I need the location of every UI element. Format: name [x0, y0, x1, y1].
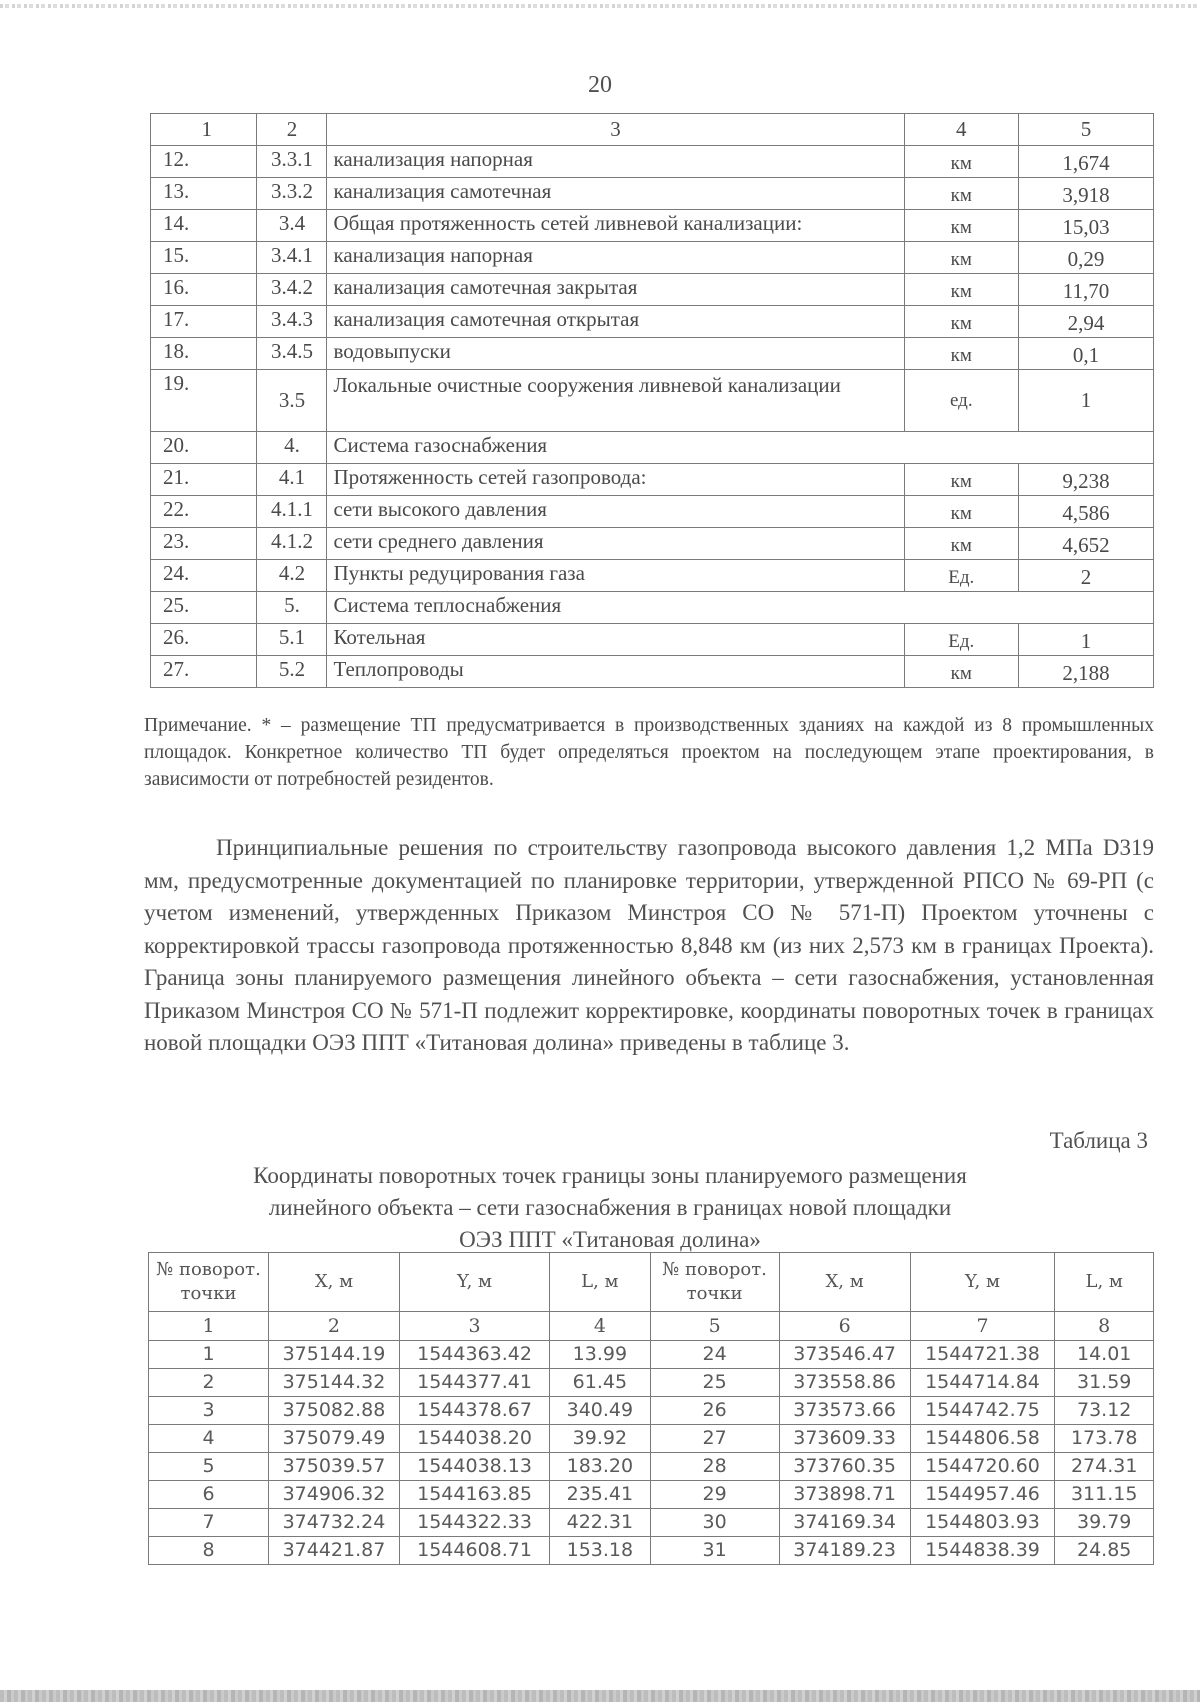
x-coordinate: 373558.86: [779, 1369, 910, 1397]
item-name: сети среднего давления: [327, 528, 904, 560]
table-row: [149, 1453, 1154, 1481]
row-number: 13.: [151, 178, 257, 210]
segment-length: 39.79: [1055, 1509, 1154, 1537]
item-code: 3.3.1: [257, 146, 327, 178]
item-code: 3.4.1: [257, 242, 327, 274]
value: 2,188: [1019, 656, 1154, 688]
segment-length: 274.31: [1055, 1453, 1154, 1481]
item-code: 4.: [257, 432, 327, 464]
point-number: 29: [650, 1481, 779, 1509]
point-number: 6: [149, 1481, 269, 1509]
y-coordinate: 1544608.71: [399, 1537, 549, 1565]
unit: Ед.: [904, 560, 1019, 592]
table-row: [151, 624, 1154, 656]
value: 3,918: [1019, 178, 1154, 210]
value: 11,70: [1019, 274, 1154, 306]
unit: км: [904, 338, 1019, 370]
segment-length: 61.45: [550, 1369, 650, 1397]
row-number: 17.: [151, 306, 257, 338]
row-number: 18.: [151, 338, 257, 370]
value: 2,94: [1019, 306, 1154, 338]
table-title-line: линейного объекта – сети газоснабжения в границах новой площадки: [268, 1195, 952, 1220]
item-code: 3.5: [257, 370, 327, 432]
column-number: 4: [904, 114, 1019, 146]
point-number: 24: [650, 1341, 779, 1369]
column-number: 1: [149, 1312, 269, 1341]
item-name: Теплопроводы: [327, 656, 904, 688]
x-coordinate: 375039.57: [268, 1453, 399, 1481]
segment-length: 153.18: [550, 1537, 650, 1565]
row-number: 20.: [151, 432, 257, 464]
segment-length: 13.99: [550, 1341, 650, 1369]
value: 15,03: [1019, 210, 1154, 242]
point-number: 7: [149, 1509, 269, 1537]
item-name: Локальные очистные сооружения ливневой канализации: [327, 370, 904, 432]
table-title-line: ОЭЗ ППТ «Титановая долина»: [459, 1227, 761, 1252]
y-coordinate: 1544377.41: [399, 1369, 549, 1397]
table-title: [170, 1160, 1050, 1256]
item-code: 4.1: [257, 464, 327, 496]
row-number: 27.: [151, 656, 257, 688]
point-number: 8: [149, 1537, 269, 1565]
unit: км: [904, 528, 1019, 560]
item-name: канализация самотечная закрытая: [327, 274, 904, 306]
y-coordinate: 1544806.58: [910, 1425, 1055, 1453]
y-coordinate: 1544838.39: [910, 1537, 1055, 1565]
x-coordinate: 373546.47: [779, 1341, 910, 1369]
segment-length: 14.01: [1055, 1341, 1154, 1369]
scan-edge-bottom: [0, 1690, 1200, 1702]
unit: км: [904, 496, 1019, 528]
row-number: 24.: [151, 560, 257, 592]
row-number: 12.: [151, 146, 257, 178]
column-number: 1: [151, 114, 257, 146]
item-code: 3.4: [257, 210, 327, 242]
y-coordinate: 1544957.46: [910, 1481, 1055, 1509]
segment-length: 183.20: [550, 1453, 650, 1481]
item-code: 4.1.1: [257, 496, 327, 528]
table-row: [151, 432, 1154, 464]
table-label: Таблица 3: [1049, 1128, 1148, 1153]
table-header-row: [151, 114, 1154, 146]
unit: км: [904, 274, 1019, 306]
table-row: [149, 1397, 1154, 1425]
y-coordinate: 1544322.33: [399, 1509, 549, 1537]
column-header: L, м: [1055, 1253, 1154, 1312]
y-coordinate: 1544363.42: [399, 1341, 549, 1369]
item-name: канализация напорная: [327, 146, 904, 178]
table-row: [149, 1425, 1154, 1453]
segment-length: 340.49: [550, 1397, 650, 1425]
item-name: канализация самотечная: [327, 178, 904, 210]
column-header: № поворот. точки: [149, 1253, 269, 1312]
table-row: [151, 146, 1154, 178]
table-row: [149, 1509, 1154, 1537]
point-number: 31: [650, 1537, 779, 1565]
table-row: [149, 1341, 1154, 1369]
column-number: 5: [650, 1312, 779, 1341]
column-header: X, м: [268, 1253, 399, 1312]
unit: км: [904, 210, 1019, 242]
column-number: 3: [327, 114, 904, 146]
value: 9,238: [1019, 464, 1154, 496]
unit: км: [904, 146, 1019, 178]
table-row: [151, 370, 1154, 432]
table-row: [151, 178, 1154, 210]
unit: км: [904, 242, 1019, 274]
x-coordinate: 374421.87: [268, 1537, 399, 1565]
point-number: 27: [650, 1425, 779, 1453]
table-row: [151, 338, 1154, 370]
segment-length: 422.31: [550, 1509, 650, 1537]
point-number: 3: [149, 1397, 269, 1425]
table-row: [149, 1481, 1154, 1509]
x-coordinate: 373573.66: [779, 1397, 910, 1425]
column-number: 2: [268, 1312, 399, 1341]
column-number: 8: [1055, 1312, 1154, 1341]
y-coordinate: 1544803.93: [910, 1509, 1055, 1537]
item-name: канализация напорная: [327, 242, 904, 274]
row-number: 26.: [151, 624, 257, 656]
y-coordinate: 1544714.84: [910, 1369, 1055, 1397]
item-code: 3.4.2: [257, 274, 327, 306]
table-note: Примечание. * – размещение ТП предусматривается в производственных зданиях на каждой из 8 промышленных площадок. Конкретное количество ТП будет определяться проектом на последующем этапе проектирования, в зависимости от потребностей резидентов.: [144, 715, 1154, 790]
x-coordinate: 373898.71: [779, 1481, 910, 1509]
segment-length: 311.15: [1055, 1481, 1154, 1509]
unit: км: [904, 178, 1019, 210]
segment-length: 24.85: [1055, 1537, 1154, 1565]
page-number: 20: [588, 72, 612, 98]
y-coordinate: 1544038.20: [399, 1425, 549, 1453]
item-name: Система газоснабжения: [327, 432, 1154, 464]
item-name: Котельная: [327, 624, 904, 656]
body-paragraph: Принципиальные решения по строительству газопровода высокого давления 1,2 МПа D319 мм, предусмотренные документацией по планировке территории, утвержденной РПСО № 69-РП (с учетом изменений, утвержденных Приказом Минстроя СО № 571-П) Проектом уточнены с корректировкой трассы газопровода протяженностью 8,848 км (из них 2,573 км в границах Проекта). Граница зоны планируемого размещения линейного объекта – сети газоснабжения, установленная Приказом Минстроя СО № 571-П подлежит корректировке, координаты поворотных точек в границах новой площадки ОЭЗ ППТ «Титановая долина» приведены в таблице 3.: [144, 835, 1154, 1055]
y-coordinate: 1544378.67: [399, 1397, 549, 1425]
segment-length: 173.78: [1055, 1425, 1154, 1453]
table-row: [151, 242, 1154, 274]
row-number: 22.: [151, 496, 257, 528]
point-number: 2: [149, 1369, 269, 1397]
table-row: [151, 656, 1154, 688]
indicators-table: [150, 113, 1154, 688]
point-number: 1: [149, 1341, 269, 1369]
point-number: 26: [650, 1397, 779, 1425]
value: 1,674: [1019, 146, 1154, 178]
value: 1: [1019, 624, 1154, 656]
value: 0,1: [1019, 338, 1154, 370]
unit: км: [904, 464, 1019, 496]
y-coordinate: 1544742.75: [910, 1397, 1055, 1425]
y-coordinate: 1544163.85: [399, 1481, 549, 1509]
column-header: Y, м: [910, 1253, 1055, 1312]
item-name: Пункты редуцирования газа: [327, 560, 904, 592]
value: 1: [1019, 370, 1154, 432]
item-name: Система теплоснабжения: [327, 592, 1154, 624]
table-row: [151, 210, 1154, 242]
column-header: L, м: [550, 1253, 650, 1312]
row-number: 16.: [151, 274, 257, 306]
x-coordinate: 374906.32: [268, 1481, 399, 1509]
segment-length: 235.41: [550, 1481, 650, 1509]
value: 2: [1019, 560, 1154, 592]
row-number: 14.: [151, 210, 257, 242]
table-header-row: [149, 1253, 1154, 1312]
x-coordinate: 375144.32: [268, 1369, 399, 1397]
value: 4,586: [1019, 496, 1154, 528]
column-number: 7: [910, 1312, 1055, 1341]
table-row: [149, 1369, 1154, 1397]
unit: км: [904, 656, 1019, 688]
value: 4,652: [1019, 528, 1154, 560]
scan-edge-top: [0, 4, 1200, 8]
row-number: 25.: [151, 592, 257, 624]
coordinates-table: [148, 1252, 1154, 1565]
table-row: [151, 560, 1154, 592]
column-header: Y, м: [399, 1253, 549, 1312]
x-coordinate: 375079.49: [268, 1425, 399, 1453]
table-row: [151, 464, 1154, 496]
item-code: 3.3.2: [257, 178, 327, 210]
segment-length: 39.92: [550, 1425, 650, 1453]
item-code: 5.2: [257, 656, 327, 688]
row-number: 23.: [151, 528, 257, 560]
value: 0,29: [1019, 242, 1154, 274]
column-number: 2: [257, 114, 327, 146]
item-code: 3.4.5: [257, 338, 327, 370]
column-header: № поворот. точки: [650, 1253, 779, 1312]
segment-length: 73.12: [1055, 1397, 1154, 1425]
unit: км: [904, 306, 1019, 338]
x-coordinate: 375144.19: [268, 1341, 399, 1369]
item-code: 4.1.2: [257, 528, 327, 560]
point-number: 25: [650, 1369, 779, 1397]
point-number: 4: [149, 1425, 269, 1453]
y-coordinate: 1544721.38: [910, 1341, 1055, 1369]
row-number: 15.: [151, 242, 257, 274]
item-code: 3.4.3: [257, 306, 327, 338]
row-number: 21.: [151, 464, 257, 496]
x-coordinate: 374169.34: [779, 1509, 910, 1537]
table-row: [151, 528, 1154, 560]
item-code: 5.1: [257, 624, 327, 656]
table-row: [151, 274, 1154, 306]
column-number-row: [149, 1312, 1154, 1341]
x-coordinate: 374732.24: [268, 1509, 399, 1537]
column-number: 4: [550, 1312, 650, 1341]
table-row: [149, 1537, 1154, 1565]
point-number: 28: [650, 1453, 779, 1481]
point-number: 30: [650, 1509, 779, 1537]
x-coordinate: 374189.23: [779, 1537, 910, 1565]
column-header: X, м: [779, 1253, 910, 1312]
table-row: [151, 592, 1154, 624]
table-row: [151, 496, 1154, 528]
x-coordinate: 375082.88: [268, 1397, 399, 1425]
item-name: канализация самотечная открытая: [327, 306, 904, 338]
row-number: 19.: [151, 370, 257, 432]
segment-length: 31.59: [1055, 1369, 1154, 1397]
item-name: Общая протяженность сетей ливневой канализации:: [327, 210, 904, 242]
item-name: водовыпуски: [327, 338, 904, 370]
item-code: 4.2: [257, 560, 327, 592]
x-coordinate: 373760.35: [779, 1453, 910, 1481]
unit: ед.: [904, 370, 1019, 432]
column-number: 6: [779, 1312, 910, 1341]
column-number: 3: [399, 1312, 549, 1341]
unit: Ед.: [904, 624, 1019, 656]
y-coordinate: 1544720.60: [910, 1453, 1055, 1481]
column-number: 5: [1019, 114, 1154, 146]
table-title-line: Координаты поворотных точек границы зоны планируемого размещения: [253, 1163, 967, 1188]
x-coordinate: 373609.33: [779, 1425, 910, 1453]
item-name: сети высокого давления: [327, 496, 904, 528]
item-code: 5.: [257, 592, 327, 624]
table-row: [151, 306, 1154, 338]
point-number: 5: [149, 1453, 269, 1481]
y-coordinate: 1544038.13: [399, 1453, 549, 1481]
item-name: Протяженность сетей газопровода:: [327, 464, 904, 496]
